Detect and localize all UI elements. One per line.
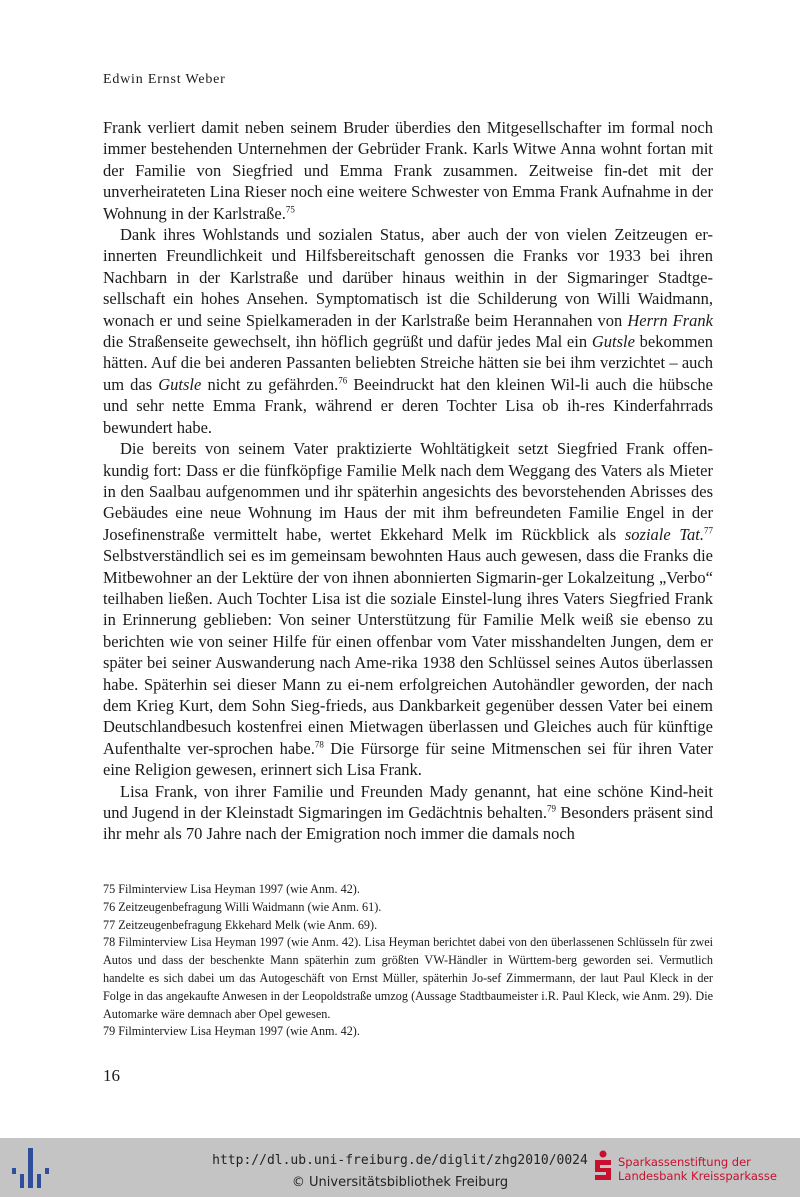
page-number: 16 (103, 1066, 120, 1085)
paragraph-3: Die bereits von seinem Vater praktizierte Wohltätigkeit setzt Siegfried Frank offen-kundig fort: Dass er die fünfköpfige Familie Melk nach dem Weggang des Vaters als Mieter in den Saalbau aufgenommen und ihr späterhin angesichts des bevorstehenden Abrisses des Gebäudes eine neue Wohnung im Haus der mit ihm befreundeten Familie Engel in der Josefinenstraße vermittelt habe, wertet Ekkehard Melk im Rückblick als soziale Tat.$^{77}$ Selbstverständlich sei es im gemeinsam bewohnten Haus auch gewesen, dass die Franks die Mitbewohner an der Lektüre der von ihnen abonnierten Sigmarin-ger Lokalzeitung „Verbo“ teilhaben ließen. Auch Tochter Lisa ist die soziale Einstel-lung ihres Vaters Siegfried Frank in Erinnerung geblieben: Von seiner Unterstützung für Familie Melk weiß sie ebenso zu berichten wie von seiner Hilfe für einen offenbar vom Vater misshandelten Jungen, dem er später bei seiner Auswanderung nach Ame-rika 1938 den Schlüssel seines Autos überlassen habe. Späterhin sei dieser Mann zu ei-nem erfolgreichen Autohändler geworden, der nach dem Krieg Kurt, dem Sohn Sieg-frieds, aus Dankbarkeit gegenüber dessen Vater bei einem Deutschlandbesuch kostenfrei einen Mietwagen überlassen und Gleiches auch für künftige Aufenthalte ver-sprochen habe.$^{78}$ Die Fürsorge für seine Mitmenschen sei für ihren Vater eine Religion gewesen, erinnert sich Lisa Frank. (103, 439, 713, 780)
footnotes (103, 881, 713, 1041)
sponsor-line-1: Sparkassenstiftung der (618, 1155, 751, 1169)
footnote-ref-77: 77 (704, 525, 713, 536)
main-text (103, 117, 713, 845)
permalink-url[interactable]: http://dl.ub.uni-freiburg.de/diglit/zhg2010/0024 (212, 1153, 588, 1168)
running-head: Edwin Ernst Weber (103, 72, 226, 87)
footer-bar (0, 1138, 800, 1197)
footnote-ref-79: 79 (547, 803, 557, 814)
sparkasse-s-logo-icon[interactable] (592, 1150, 614, 1186)
paragraph-4: Lisa Frank, von ihrer Familie und Freunden Mady genannt, hat eine schöne Kind-heit und Jugend in der Kleinstadt Sigmaringen im Gedächtnis behalten.$^{79}$ Besonders präsent sind ihr mehr als 70 Jahre nach der Emigration noch immer die damals noch (103, 781, 713, 844)
sponsor-line-2: Landesbank Kreissparkasse (618, 1169, 777, 1183)
footnote-77: 77 Zeitzeugenbefragung Ekkehard Melk (wie Anm. 69). (103, 917, 378, 932)
paragraph-2: Dank ihres Wohlstands und sozialen Status, aber auch der von vielen Zeitzeugen er-innerten Freundlichkeit und Hilfsbereitschaft genossen die Franks vor 1933 bei ihren Nachbarn in der Karlstraße und darüber hinaus weithin in der Sigmaringer Stadtge-sellschaft ein hohes Ansehen. Symptomatisch ist die Schilderung von Willi Waidmann, wonach er und seine Spielkameraden in der Karlstraße beim Herannahen von Herrn Frank die Straßenseite gewechselt, ihn höflich gegrüßt und dafür jedes Mal ein Gutsle bekommen hätten. Auf die bei anderen Passanten beliebten Streiche hätten sie bei ihm verzichtet – auch um das Gutsle nicht zu gefährden.$^{76}$ Beeindruckt hat den kleinen Wil-li auch die hübsche und sehr nette Emma Frank, während er deren Tochter Lisa ob ih-res Kinderfahrrads bewundert habe. (103, 225, 714, 437)
sponsor-text[interactable] (618, 1155, 798, 1183)
footnote-75: 75 Filminterview Lisa Heyman 1997 (wie Anm. 42). (103, 882, 360, 896)
paragraph-1: Frank verliert damit neben seinem Bruder überdies den Mitgesellschafter im formal noch immer bestehenden Unternehmen der Gebrüder Frank. Karls Witwe Anna wohnt fortan mit der Familie von Siegfried und Emma Frank zusammen. Zeitweise fin-det mit der unverheirateten Lina Rieser noch eine weitere Schwester von Emma Frank Aufnahme in der Wohnung in der Karlstraße.$^{75}$ (103, 118, 713, 223)
footnote-ref-78: 78 (314, 739, 324, 750)
footnote-76: 76 Zeitzeugenbefragung Willi Waidmann (wie Anm. 61). (103, 899, 382, 914)
copyright-notice: © Universitätsbibliothek Freiburg (291, 1175, 509, 1190)
footnote-ref-75: 75 (285, 204, 295, 215)
footnote-79: 79 Filminterview Lisa Heyman 1997 (wie Anm. 42). (103, 1024, 360, 1039)
footnote-ref-76: 76 (338, 375, 348, 386)
footnote-78: 78 Filminterview Lisa Heyman 1997 (wie Anm. 42). Lisa Heyman berichtet dabei von den überlassenen Schlüsseln für zwei Autos und dass der beschenkte Mann späterhin zum größten VW-Händler in Württem-berg geworden sei. Vermutlich handelte es sich dabei um das Autogeschäft von Ernst Müller, späterhin Jo-sef Zimmermann, der laut Paul Kleck in der Folge in das angekaufte Anwesen in der Leopoldstraße umzog (Aussage Stadtbaumeister i.R. Paul Kleck, wie Anm. 29). Die Automarke wäre demnach aber Opel gewesen. (103, 935, 713, 1021)
